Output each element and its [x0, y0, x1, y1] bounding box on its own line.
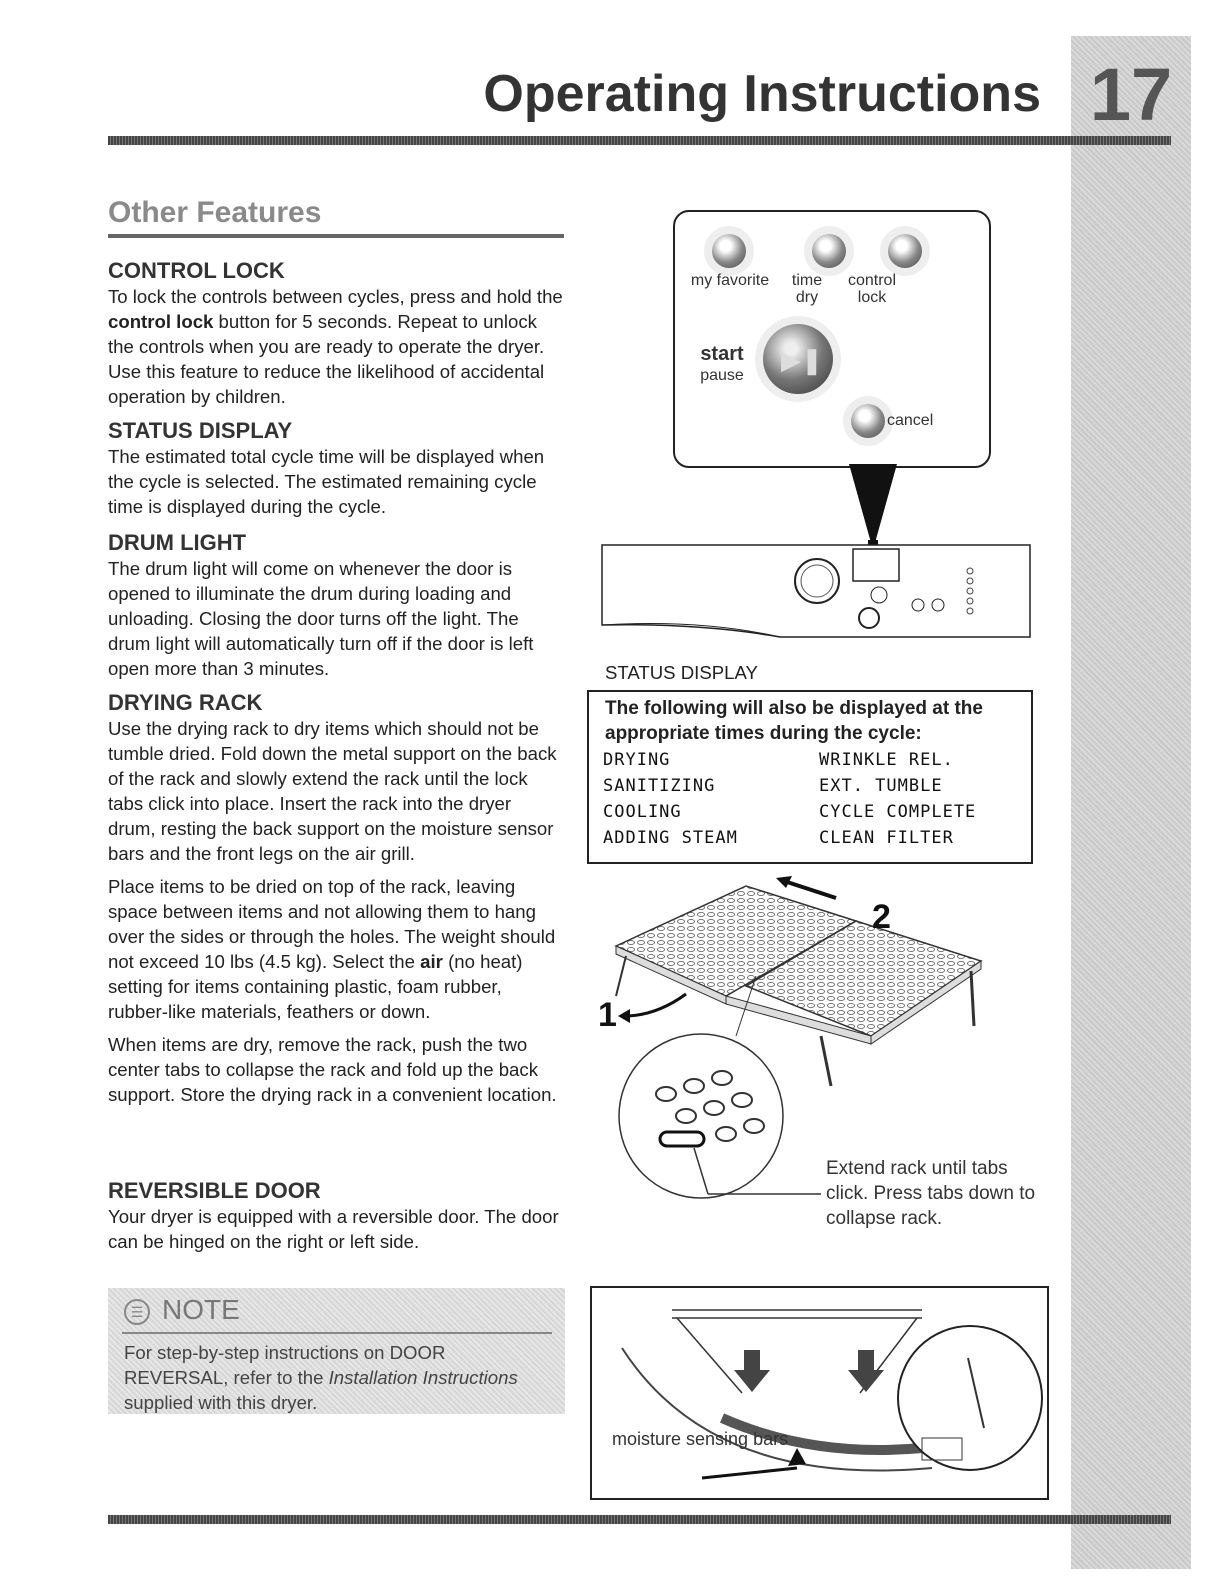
time-dry-label: time dry — [791, 272, 823, 306]
note-text: For step-by-step instructions on DOOR REVERSAL, refer to the Installation Instructions supplied with this dryer. — [124, 1342, 518, 1413]
drying-rack-section — [108, 690, 563, 1107]
rack-step-1: 1 — [598, 996, 617, 1034]
status-message: COOLING — [603, 802, 682, 822]
section-rule — [108, 234, 564, 238]
control-lock-section — [108, 258, 563, 409]
drum-light-heading: DRUM LIGHT — [108, 530, 247, 555]
status-display-text: The estimated total cycle time will be displayed when the cycle is selected. The estimated remaining cycle time is displayed during the cycle. — [108, 446, 545, 517]
note-icon: ☰ — [124, 1299, 150, 1325]
reversible-door-heading: REVERSIBLE DOOR — [108, 1178, 321, 1203]
status-message: CYCLE COMPLETE — [819, 802, 977, 822]
page-number: 17 — [1089, 53, 1173, 136]
moisture-bars-illustration — [590, 1286, 1049, 1500]
status-messages-heading: The following will also be displayed at the appropriate times during the cycle: — [605, 698, 983, 744]
control-panel-illustration — [673, 210, 991, 468]
my-favorite-label: my favorite — [690, 272, 770, 289]
status-message: ADDING STEAM — [603, 828, 738, 848]
rack-step-2: 2 — [872, 898, 891, 936]
drum-light-section — [108, 530, 563, 681]
drying-rack-text-1: Use the drying rack to dry items which should not be tumble dried. Fold down the metal support on the back of the rack and slowly extend the rack until the lock tabs click into place. Insert the rack into the dryer drum, resting the back support on the moisture sensor bars and the front legs on the air grill. — [108, 718, 557, 864]
control-lock-text: To lock the controls between cycles, press and hold the control lock button for 5 seconds. Repeat to unlock the controls when you are ready to operate the dryer. Use this feature to reduce the likelihood of accidental operation by children. — [108, 286, 563, 407]
start-label: start — [700, 343, 744, 365]
header-rule — [108, 136, 1171, 145]
pointer-arrow-icon — [849, 464, 897, 550]
reversible-door-section — [108, 1178, 563, 1254]
status-message: DRYING — [603, 750, 671, 770]
status-message: WRINKLE REL. — [819, 750, 954, 770]
pause-label: pause — [700, 367, 744, 384]
start-pause-button-icon — [763, 324, 833, 394]
time-dry-button-icon — [812, 234, 846, 268]
drying-rack-heading: DRYING RACK — [108, 690, 263, 715]
status-display-section — [108, 418, 563, 519]
moisture-bars-drawing — [592, 1288, 1047, 1498]
drying-rack-text-3: When items are dry, remove the rack, push the two center tabs to collapse the rack and fold up the back support. Store the drying rack in a convenient location. — [108, 1034, 557, 1105]
status-messages-box — [587, 690, 1033, 864]
note-box — [108, 1288, 565, 1414]
status-display-heading: STATUS DISPLAY — [108, 418, 293, 443]
status-display-label: STATUS DISPLAY — [605, 662, 758, 683]
note-heading: ☰ NOTE — [124, 1294, 240, 1326]
cancel-button-icon — [851, 404, 885, 438]
play-pause-icon: ▶❚ — [781, 345, 823, 375]
status-message: CLEAN FILTER — [819, 828, 954, 848]
control-console-illustration — [600, 543, 1032, 639]
control-lock-label: control lock — [847, 272, 897, 306]
note-divider — [122, 1332, 552, 1334]
reversible-door-text: Your dryer is equipped with a reversible door. The door can be hinged on the right or left side. — [108, 1206, 559, 1252]
drum-light-text: The drum light will come on whenever the door is opened to illuminate the drum during loading and unloading. Closing the door turns off the light. The drum light will automatically turn off if the door is left open more than 3 minutes. — [108, 558, 534, 679]
drying-rack-text-2: Place items to be dried on top of the rack, leaving space between items and not allowing them to hang over the sides or through the holes. The weight should not exceed 10 lbs (4.5 kg). Select the air (no heat) setting for items containing plastic, foam rubber, rubber-like materials, feathers or down. — [108, 876, 556, 1022]
my-favorite-button-icon — [712, 234, 746, 268]
section-title: Other Features — [108, 196, 322, 229]
control-lock-heading: CONTROL LOCK — [108, 258, 285, 283]
page-title: Operating Instructions — [483, 65, 1041, 123]
status-message: SANITIZING — [603, 776, 716, 796]
status-message: EXT. TUMBLE — [819, 776, 943, 796]
cancel-label: cancel — [887, 412, 934, 429]
moisture-bars-label: moisture sensing bars — [612, 1429, 789, 1449]
control-lock-button-icon — [888, 234, 922, 268]
rack-caption: Extend rack until tabs click. Press tabs down to collapse rack. — [826, 1158, 1036, 1229]
footer-rule — [108, 1515, 1171, 1524]
page-sidebar-band — [1071, 36, 1191, 1569]
